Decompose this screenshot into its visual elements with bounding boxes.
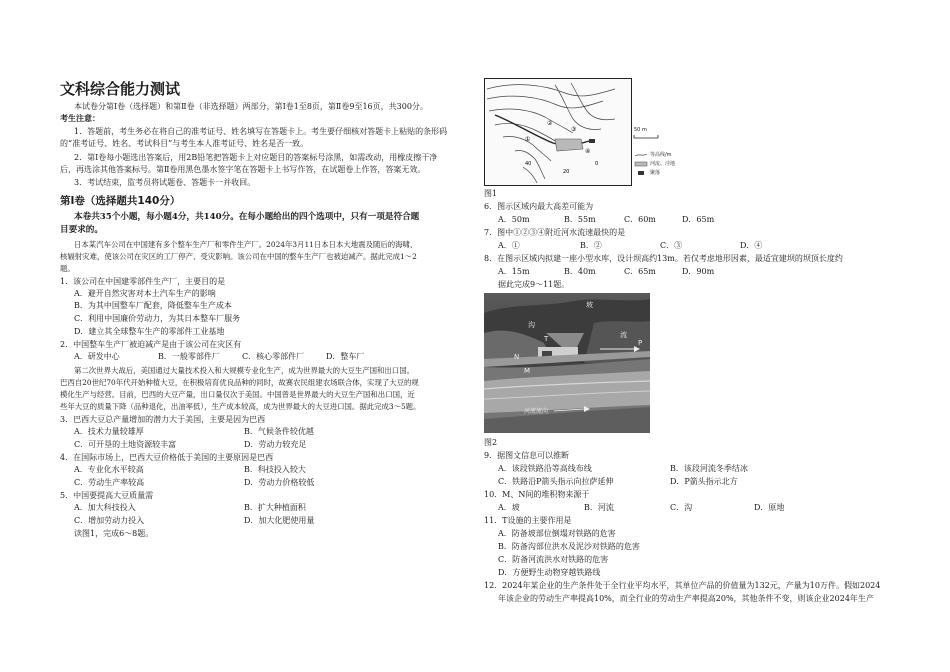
question-2: 2．中国整车生产厂被迫减产是由于该公司在灾区有 bbox=[60, 340, 242, 349]
map-scale-label: 50 m bbox=[634, 127, 647, 133]
q3-option-b[interactable]: B．气候条件较优越 bbox=[244, 427, 314, 436]
q6-option-d[interactable]: D．65m bbox=[682, 215, 715, 224]
photo-label-m: M bbox=[524, 367, 531, 375]
q6-option-c[interactable]: C．60m bbox=[624, 215, 656, 224]
q4-option-a[interactable]: A．专业化水平较高 bbox=[74, 465, 144, 474]
question-10: 10．M、N间的堆积物来源于 bbox=[484, 490, 590, 499]
q9-option-a[interactable]: A．该段铁路沿等高线布线 bbox=[498, 464, 592, 473]
contour-value-20: 20 bbox=[563, 169, 570, 175]
instructions-b: 目要求的。 bbox=[60, 225, 103, 235]
passage2-c: 模化生产与经营。目前，巴西的大豆产量，出口量仅次于美国。中国曾是世界最大的大豆生产国和出口国，近 bbox=[60, 390, 415, 399]
q9-option-b[interactable]: B．该段河流冬季结冰 bbox=[670, 464, 748, 473]
photo-label-river-direction: 河流流向 bbox=[524, 408, 549, 415]
photo-label-n: N bbox=[514, 353, 520, 361]
q6-option-a[interactable]: A．50m bbox=[498, 215, 530, 224]
q11-option-b[interactable]: B．防备沟部位洪水及泥沙对铁路的危害 bbox=[498, 542, 640, 551]
question-5: 5．中国要提高大豆质量需 bbox=[60, 491, 154, 500]
question-7: 7．图中①②③④附近河水流速最快的是 bbox=[484, 228, 626, 237]
passage2-b: 巴西自20世纪70年代开始种植大豆，在积极培育优良品种的同时，故赛农民组建农场联合体，实现了大豆的规 bbox=[60, 378, 419, 387]
photo-label-gully: 沟 bbox=[528, 321, 535, 329]
contour-map-drawing bbox=[485, 79, 631, 185]
q2-option-a[interactable]: A．研发中心 bbox=[74, 352, 120, 361]
q3-option-a[interactable]: A．技术力量较雄厚 bbox=[74, 427, 144, 436]
notice-1b: 的“准考证号、姓名、考试科目”与考生本人准考证号、姓名是否一致。 bbox=[60, 139, 309, 148]
question-4: 4．在国际市场上，巴西大豆价格低于美国的主要原因是巴西 bbox=[60, 453, 274, 462]
question-11: 11．T设施的主要作用是 bbox=[484, 516, 572, 525]
section-heading: 第Ⅰ卷（选择题共140分） bbox=[60, 195, 181, 207]
map-label-4: ④ bbox=[585, 148, 591, 155]
notice-2a: 2．第Ⅰ卷每小题选出答案后，用2B铅笔把答题卡上对应题目的答案标号涂黑，如需改动，用橡皮擦干净 bbox=[74, 153, 438, 162]
photo-label-flow: 流 bbox=[620, 331, 627, 339]
legend-contour-label: 等高线/m bbox=[650, 152, 672, 158]
q2-option-b[interactable]: B．一般零部件厂 bbox=[158, 352, 220, 361]
q2-option-c[interactable]: C．核心零部件厂 bbox=[242, 352, 305, 361]
legend-settlement-label: 聚落 bbox=[650, 170, 661, 176]
photo-label-t: T bbox=[544, 335, 549, 343]
passage1-b: 核辐射灾难，使该公司在灾区的工厂停产、受灾影响。该公司在中国的整车生产厂也被迫减产。据此完成1～2 bbox=[60, 252, 417, 261]
instructions-a: 本卷共35个小题，每小题4分，共140分。在每小题给出的四个选项中，只有一项是符合题 bbox=[74, 212, 420, 222]
q5-option-d[interactable]: D．加大化肥使用量 bbox=[244, 516, 315, 525]
map-label-1: ① bbox=[525, 136, 531, 143]
q10-option-c[interactable]: C．沟 bbox=[670, 503, 693, 512]
q3-option-d[interactable]: D．劳动力较充足 bbox=[244, 440, 307, 449]
question-6: 6．图示区域内最大高差可能为 bbox=[484, 202, 594, 211]
q11-option-c[interactable]: C．防备河流洪水对铁路的危害 bbox=[498, 555, 609, 564]
question-9: 9．据图文信息可以推断 bbox=[484, 451, 570, 460]
question-8: 8．在图示区域内拟建一座小型水库，设计坝高约13m。若仅考虑地形因素，最适宜建坝的坝顶长度约 bbox=[484, 254, 843, 263]
notice-heading: 考生注意： bbox=[60, 114, 100, 123]
settlement-legend-icon bbox=[634, 170, 648, 176]
q2-option-d[interactable]: D．整车厂 bbox=[326, 352, 365, 361]
q5-option-c[interactable]: C．增加劳动力投入 bbox=[74, 516, 145, 525]
map-legend bbox=[634, 150, 675, 177]
passage2-d: 些年大豆的质量下降（品种退化，出油率低），生产成本较高，成为世界最大的大豆进口国。据此完成3～5题。 bbox=[60, 402, 421, 411]
railway-photo-drawing bbox=[484, 293, 650, 433]
q5-option-a[interactable]: A．加大科技投入 bbox=[74, 503, 136, 512]
passage2-a: 第二次世界大战后，美国通过大量技术投入和大规模专业化生产，成为世界最大的大豆生产国和出口国。 bbox=[74, 366, 414, 375]
notice-3: 3．考试结束，监考员将试题卷、答题卡一并收回。 bbox=[74, 178, 256, 187]
map-label-2: ② bbox=[547, 120, 553, 127]
q7-option-d[interactable]: D．④ bbox=[740, 241, 763, 250]
river-legend-icon bbox=[634, 161, 648, 167]
q8-option-a[interactable]: A．15m bbox=[498, 267, 530, 276]
exam-title: 文科综合能力测试 bbox=[60, 80, 181, 98]
q8-option-c[interactable]: C．65m bbox=[624, 267, 656, 276]
q1-option-a[interactable]: A．避开自然灾害对本土汽车生产的影响 bbox=[74, 289, 216, 298]
q11-option-a[interactable]: A．防备坡部位倒塌对铁路的危害 bbox=[498, 529, 616, 538]
figure-1-caption: 图1 bbox=[484, 189, 498, 198]
q8-option-b[interactable]: B．40m bbox=[564, 267, 596, 276]
q9-option-c[interactable]: C．铁路沿P箭头指示向拉萨延伸 bbox=[498, 477, 614, 486]
q7-option-b[interactable]: B．② bbox=[580, 241, 602, 250]
question-12-b: 年该企业的劳动生产率提高10%，而全行业的劳动生产率提高20%，其他条件不变，则该企业2024年生产 bbox=[498, 594, 874, 603]
question-1: 1．该公司在中国建零部件生产厂，主要目的是 bbox=[60, 277, 226, 286]
q10-option-a[interactable]: A．坡 bbox=[498, 503, 520, 512]
q1-option-b[interactable]: B．为其中国整车厂配套，降低整车生产成本 bbox=[74, 301, 232, 310]
read-figure-2: 据此完成9～11题。 bbox=[498, 280, 570, 289]
contour-map bbox=[484, 78, 632, 186]
notice-1a: 1．答题前，考生务必在将自己的准考证号、姓名填写在答题卡上。考生要仔细核对答题卡上粘贴的条形码 bbox=[74, 127, 448, 136]
q4-option-b[interactable]: B．科技投入较大 bbox=[244, 465, 306, 474]
photo-label-p: P bbox=[638, 339, 643, 347]
railway-photo bbox=[484, 293, 650, 433]
question-3: 3．巴西大豆总产量增加的潜力大于美国，主要是因为巴西 bbox=[60, 415, 266, 424]
q11-option-d[interactable]: D．方便野生动物穿越铁路线 bbox=[498, 568, 601, 577]
passage1-c: 题。 bbox=[60, 264, 75, 273]
intro-text: 本试卷分第Ⅰ卷（选择题）和第Ⅱ卷（非选择题）两部分，第Ⅰ卷1至8页，第Ⅱ卷9至16页，共300分。 bbox=[74, 102, 428, 111]
legend-river-label: 河流、洼地 bbox=[650, 161, 676, 167]
q1-option-c[interactable]: C．利用中国廉价劳动力，为其日本整车厂服务 bbox=[74, 314, 241, 323]
read-figure-1: 读图1，完成6～8题。 bbox=[74, 529, 154, 538]
q5-option-b[interactable]: B．扩大种植面积 bbox=[244, 503, 306, 512]
q4-option-c[interactable]: C．劳动生产率较高 bbox=[74, 478, 145, 487]
contour-legend-icon bbox=[634, 152, 648, 158]
q3-option-c[interactable]: C．可开垦的土地资源较丰富 bbox=[74, 440, 177, 449]
q4-option-d[interactable]: D．劳动力价格较低 bbox=[244, 478, 315, 487]
q10-option-b[interactable]: B．河流 bbox=[584, 503, 614, 512]
q6-option-b[interactable]: B．55m bbox=[564, 215, 596, 224]
figure-2-caption: 图2 bbox=[484, 438, 498, 447]
q7-option-c[interactable]: C．③ bbox=[660, 241, 683, 250]
q8-option-d[interactable]: D．90m bbox=[682, 267, 715, 276]
q10-option-d[interactable]: D．原地 bbox=[754, 503, 785, 512]
contour-value-0: 0 bbox=[595, 161, 599, 167]
question-12-a: 12．2024年某企业的生产条件处于全行业平均水平，其单位产品的价值量为132元，产量为10万件。假如2024 bbox=[484, 581, 881, 590]
notice-2b: 后，再选涂其他答案标号。第Ⅱ卷用黑色墨水签字笔在答题卡上书写作答，在试题卷上作答，答案无效。 bbox=[60, 165, 426, 174]
contour-value-40: 40 bbox=[525, 161, 532, 167]
map-label-3: ③ bbox=[571, 126, 577, 133]
q7-option-a[interactable]: A．① bbox=[498, 241, 520, 250]
q9-option-d[interactable]: D．P箭头指示北方 bbox=[670, 477, 738, 486]
q1-option-d[interactable]: D．建立其全球整车生产的零部件工业基地 bbox=[74, 327, 225, 336]
photo-label-slope: 坡 bbox=[586, 301, 593, 309]
passage1-a: 日本某汽车公司在中国建有多个整车生产厂和零件生产厂。2024年3月11日本日本大地震及随后的海啸、 bbox=[74, 240, 418, 249]
